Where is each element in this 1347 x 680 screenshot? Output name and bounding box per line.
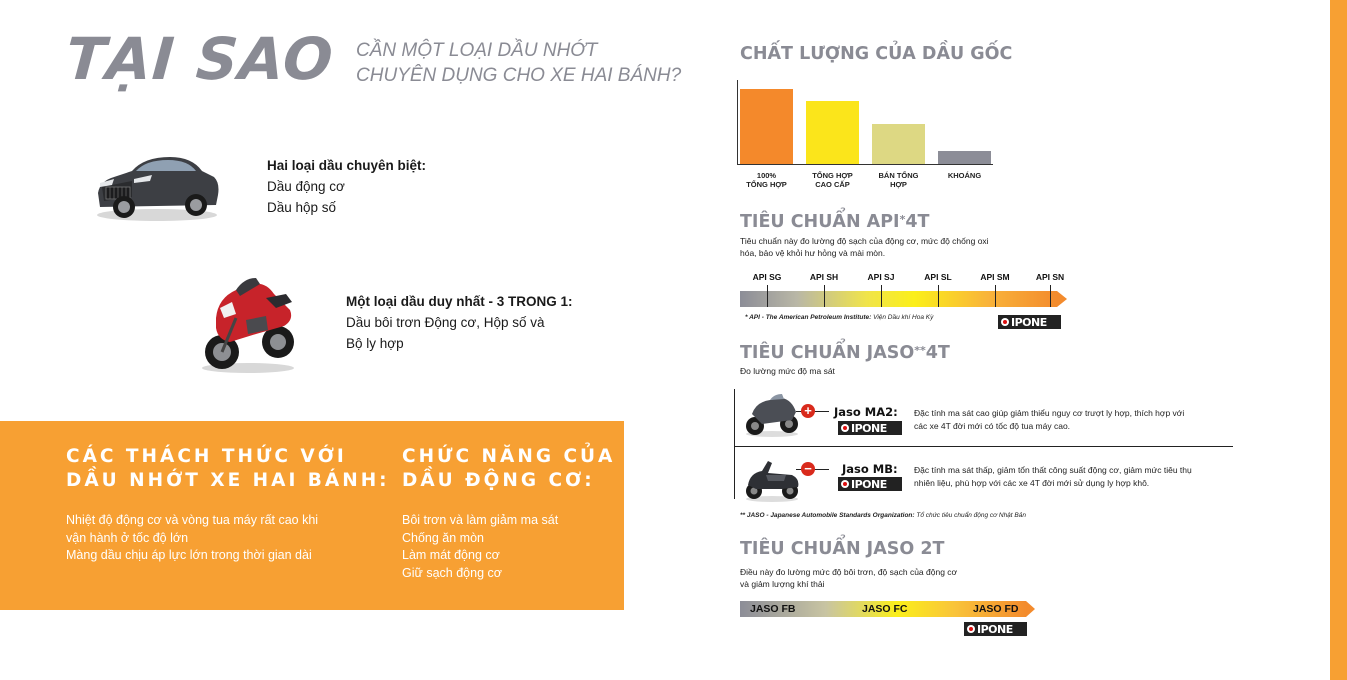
jaso4t-title-text: TIÊU CHUẨN JASO <box>740 343 915 363</box>
functions-heading-line: CHỨC NĂNG CỦA <box>402 446 616 467</box>
api-title-text: TIÊU CHUẨN API <box>740 212 900 232</box>
api-tick <box>881 285 882 307</box>
car-oil-line: Dầu động cơ <box>267 179 345 194</box>
jaso-ma2-label: Jaso MA2: <box>834 405 898 419</box>
api-tick <box>1050 285 1051 307</box>
chart-category-label: TỔNG HỢP CAO CẤP <box>812 171 853 189</box>
api-level-label: API SN <box>1035 272 1065 282</box>
api-tick <box>767 285 768 307</box>
functions-column <box>402 445 615 582</box>
api-title-suffix: 4T <box>905 212 930 232</box>
jaso2t-level-label: JASO FB <box>750 603 796 615</box>
jaso-footnote <box>740 512 1026 519</box>
api-footnote-bold: * API - The American Petroleum Institute: <box>745 314 872 321</box>
api-level-label: API SL <box>924 272 952 282</box>
list-item: Làm mát động cơ <box>402 548 500 562</box>
right-edge-strip <box>1330 0 1347 680</box>
minus-icon: − <box>801 462 815 476</box>
subtitle-line-2: CHUYÊN DỤNG CHO XE HAI BÁNH? <box>356 65 682 86</box>
jaso4t-title <box>740 343 950 363</box>
api-title <box>740 212 929 232</box>
jaso2t-level-label: JASO FC <box>862 603 908 615</box>
car-oil-line: Dầu hộp số <box>267 200 337 215</box>
jaso-mb-description <box>914 464 1192 490</box>
jaso2t-title: TIÊU CHUẨN JASO 2T <box>740 539 945 559</box>
ipone-logo-text: IPONE <box>977 622 1013 636</box>
functions-list <box>402 512 615 582</box>
page-title: TẠI SAO <box>63 25 336 93</box>
chart-category-label: 100% TỔNG HỢP <box>746 171 787 189</box>
list-item: Giữ sạch động cơ <box>402 565 502 580</box>
api-level-label: API SM <box>980 272 1010 282</box>
jaso-ma2-description <box>914 407 1184 433</box>
bike-oil-line: Bộ ly hợp <box>346 336 404 351</box>
api-desc-line: Tiêu chuẩn này đo lường độ sạch của động cơ, mức độ chống oxi <box>740 236 989 246</box>
api-footnote-rest: Viện Dầu khí Hoa Kỳ <box>871 314 934 321</box>
challenges-functions-panel <box>0 421 624 610</box>
list-item: vận hành ở tốc độ lớn <box>66 530 189 545</box>
challenges-column <box>66 445 390 565</box>
list-item: Màng dầu chịu áp lực lớn trong thời gian dài <box>66 548 312 562</box>
functions-heading <box>402 445 615 493</box>
ipone-logo <box>838 421 902 435</box>
car-image <box>92 145 222 223</box>
chart-category-label: BÁN TỔNG HỢP <box>878 171 919 189</box>
jaso2t-arrow-head <box>1026 601 1035 617</box>
bike-oil-line: Dầu bôi trơn Động cơ, Hộp số và <box>346 315 545 330</box>
base-oil-quality-chart <box>737 80 997 195</box>
car-oil-info <box>267 155 426 218</box>
api-gradient-bar <box>740 291 1057 307</box>
list-item: Chống ăn mòn <box>402 530 485 545</box>
connector-line <box>815 469 829 470</box>
jaso-ma2-desc-line: các xe 4T đời mới có tốc độ tua máy cao. <box>914 421 1071 431</box>
functions-heading-line: DẦU ĐỘNG CƠ: <box>402 470 595 491</box>
list-item: Nhiệt độ động cơ và vòng tua máy rất cao khi <box>66 513 319 527</box>
api-title-sup: * <box>899 213 906 226</box>
ipone-logo <box>964 622 1027 636</box>
ipone-logo-text: IPONE <box>851 477 887 491</box>
challenges-heading-line: DẦU NHỚT XE HAI BÁNH: <box>66 470 390 491</box>
jaso-footnote-bold: ** JASO - Japanese Automobile Standards Organization: <box>740 512 915 519</box>
sport-bike-image <box>742 390 802 438</box>
api-arrow-head <box>1057 291 1067 307</box>
jaso-mb-desc-line: nhiên liệu, phù hợp với các xe 4T đời mới sử dụng ly hợp khô. <box>914 478 1150 488</box>
connector-line <box>815 411 829 412</box>
chart-x-axis <box>737 164 993 165</box>
api-description <box>740 235 989 259</box>
bike-oil-info <box>346 291 573 354</box>
motorbike-image <box>196 268 300 376</box>
api-tick <box>824 285 825 307</box>
chart-bar <box>872 124 925 164</box>
page-subtitle <box>356 38 681 88</box>
jaso2t-level-label: JASO FD <box>973 603 1019 615</box>
api-desc-line: hóa, bảo vệ khỏi hư hỏng và mài mòn. <box>740 248 886 258</box>
jaso4t-title-suffix: 4T <box>925 343 950 363</box>
base-oil-quality-title: CHẤT LƯỢNG CỦA DẦU GỐC <box>740 44 1013 64</box>
subtitle-line-1: CẦN MỘT LOẠI DẦU NHỚT <box>356 40 598 61</box>
api-level-label: API SH <box>809 272 839 282</box>
api-level-scale <box>740 272 1070 312</box>
challenges-heading <box>66 445 390 493</box>
api-tick <box>995 285 996 307</box>
jaso4t-description: Đo lường mức độ ma sát <box>740 366 835 376</box>
chart-y-axis <box>737 80 738 164</box>
chart-bar <box>806 101 859 164</box>
api-tick <box>938 285 939 307</box>
jaso-mb-desc-line: Đặc tính ma sát thấp, giảm tổn thất công suất động cơ, giảm mức tiêu thụ <box>914 465 1192 475</box>
jaso2t-description <box>740 566 957 590</box>
challenges-heading-line: CÁC THÁCH THỨC VỚI <box>66 446 347 467</box>
chart-bar <box>938 151 991 164</box>
api-level-label: API SJ <box>867 272 895 282</box>
plus-icon: + <box>801 404 815 418</box>
jaso-footnote-rest: Tổ chức tiêu chuẩn động cơ Nhật Bản <box>914 512 1026 519</box>
api-footnote <box>745 314 933 321</box>
jaso4t-divider <box>734 446 1233 447</box>
scooter-image <box>742 455 802 503</box>
list-item: Bôi trơn và làm giảm ma sát <box>402 513 559 527</box>
ipone-logo-text: IPONE <box>851 421 887 435</box>
ipone-logo <box>838 477 902 491</box>
chart-bar <box>740 89 793 164</box>
car-oil-heading: Hai loại dầu chuyên biệt: <box>267 158 427 173</box>
ipone-logo <box>998 315 1061 329</box>
chart-category-label: KHOÁNG <box>947 171 982 180</box>
jaso-ma2-desc-line: Đặc tính ma sát cao giúp giảm thiểu nguy cơ trượt ly hợp, thích hợp với <box>914 408 1185 418</box>
bike-oil-heading: Một loại dầu duy nhất - 3 TRONG 1: <box>346 294 573 309</box>
ipone-logo-text: IPONE <box>1011 315 1047 329</box>
challenges-list <box>66 512 390 565</box>
jaso4t-title-sup: ** <box>914 344 926 357</box>
jaso-mb-label: Jaso MB: <box>842 462 898 476</box>
jaso4t-vertical-line <box>734 389 735 499</box>
api-level-label: API SG <box>752 272 782 282</box>
jaso2t-desc-line: và giảm lượng khí thải <box>740 579 825 589</box>
jaso2t-desc-line: Điều này đo lường mức độ bôi trơn, độ sạch của động cơ <box>740 567 958 577</box>
